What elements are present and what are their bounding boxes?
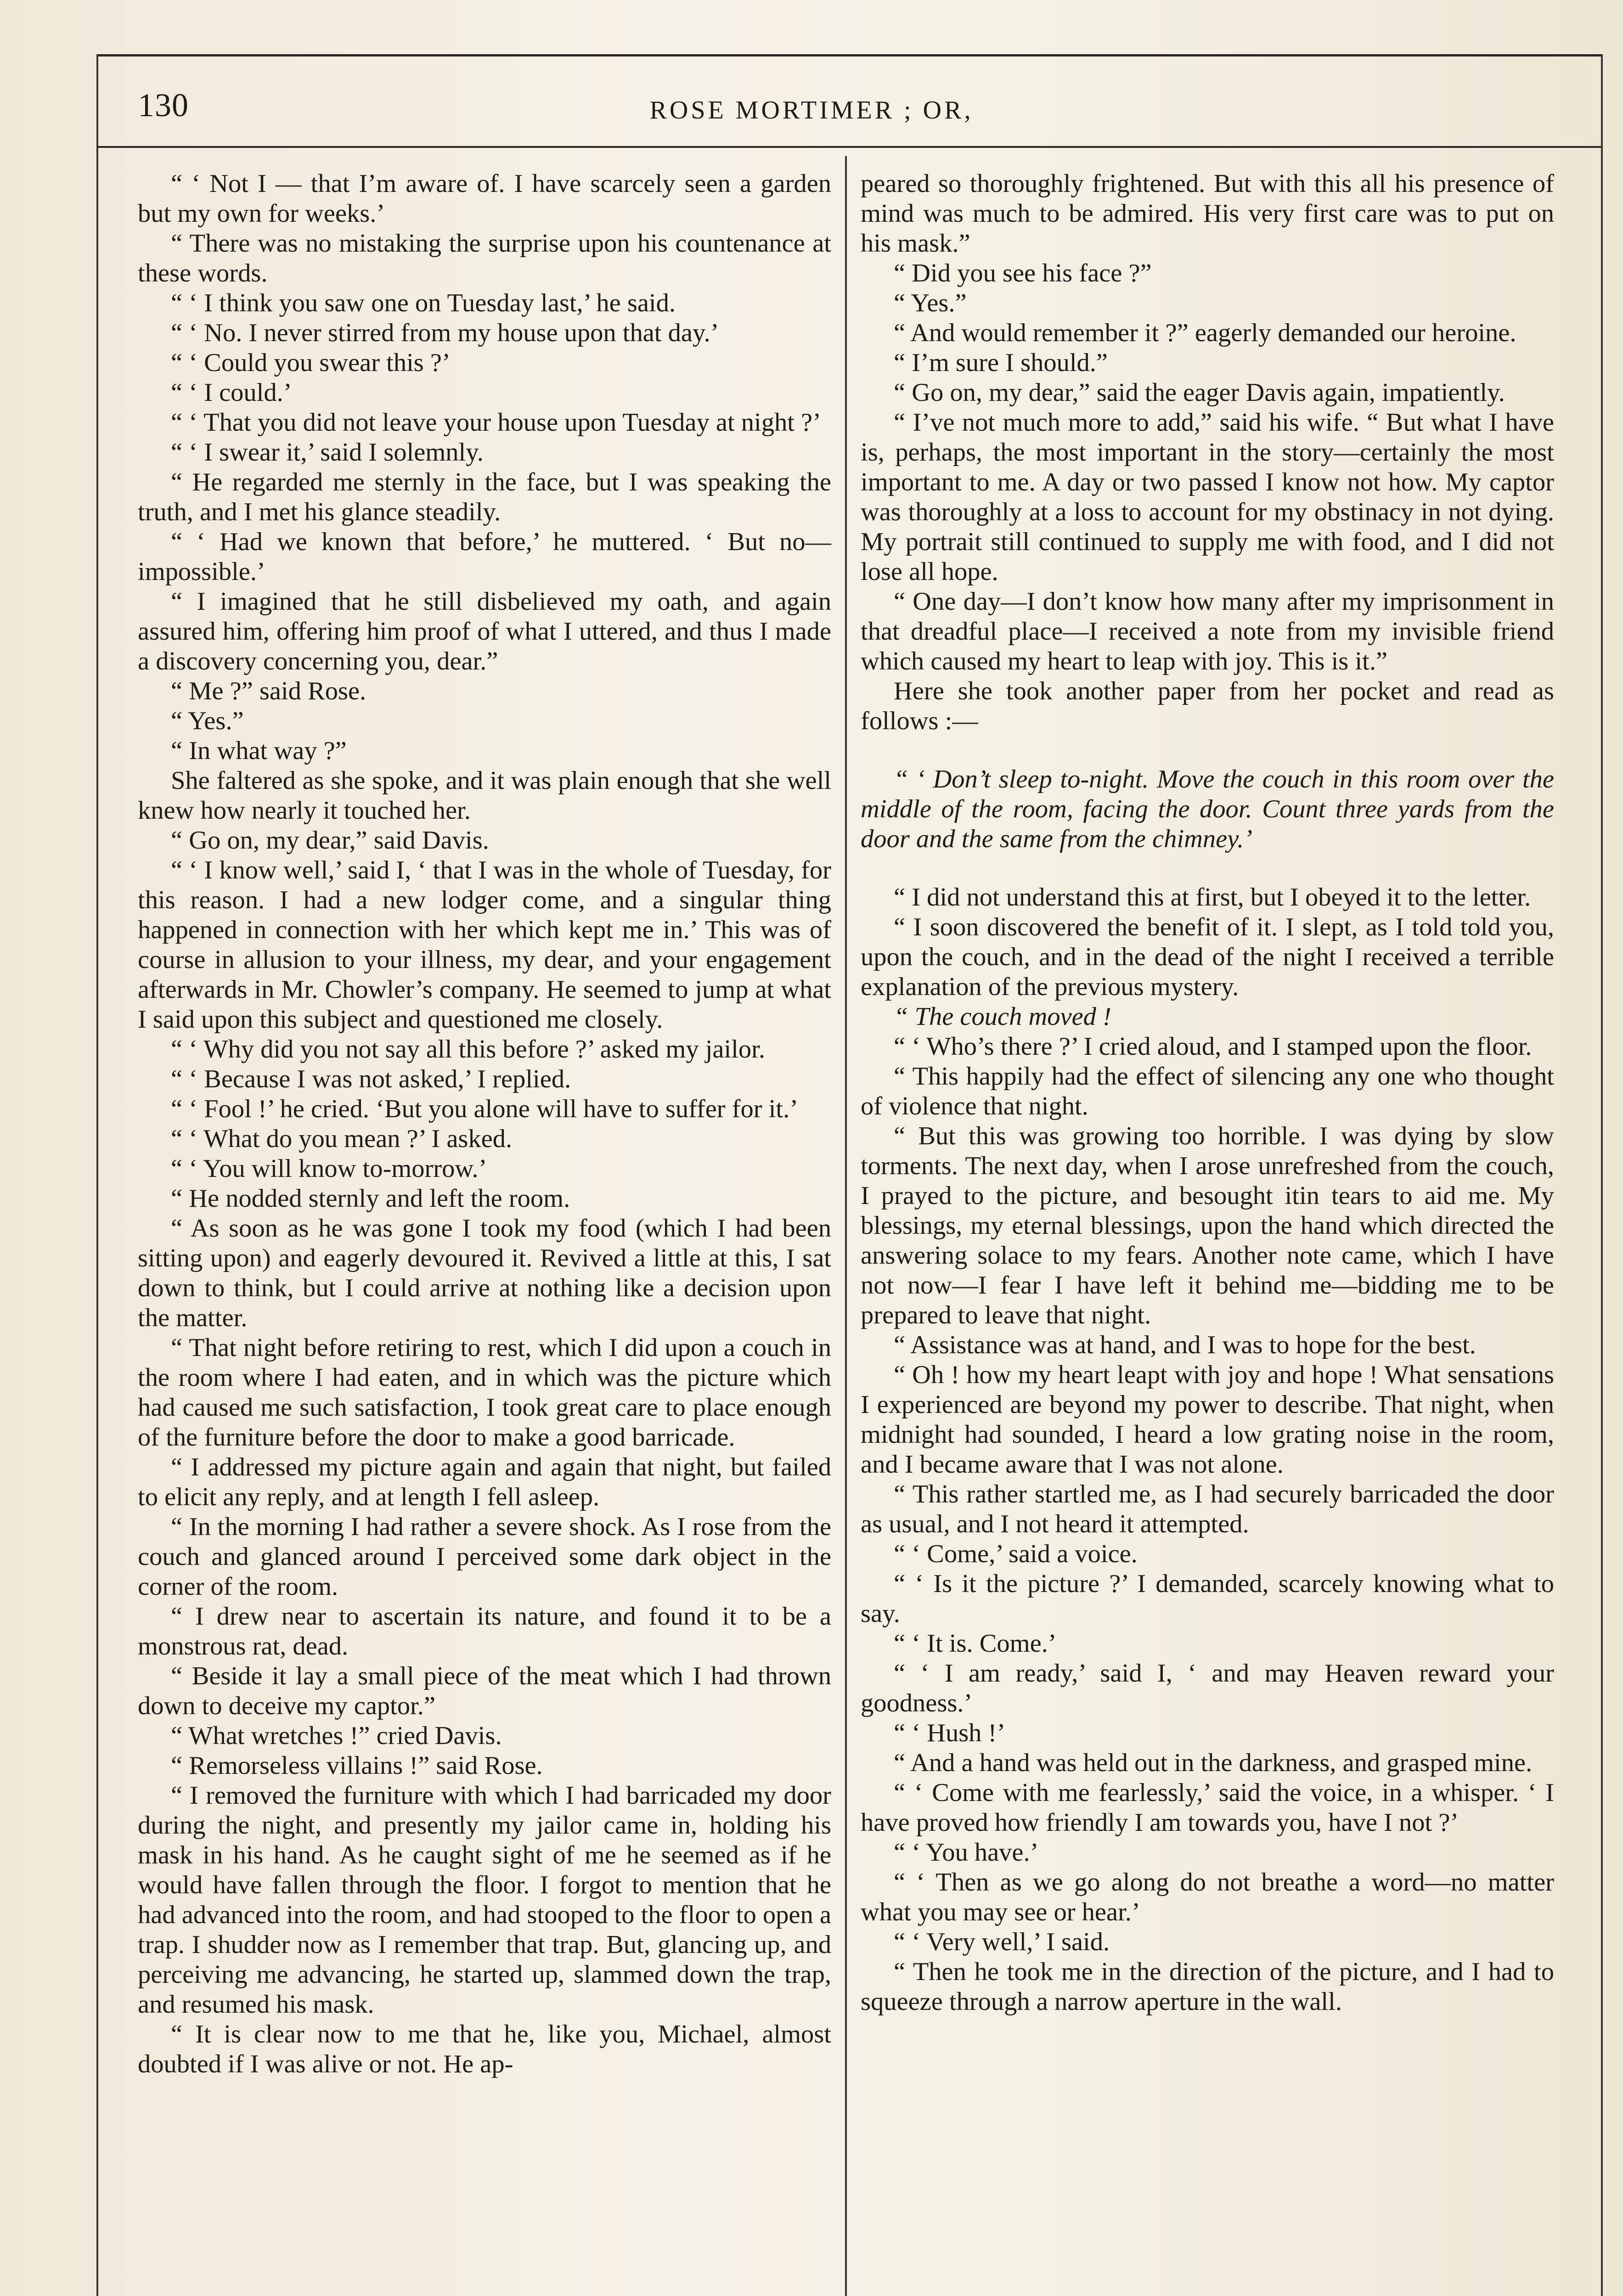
paragraph: “ In what way ?” (171, 737, 347, 765)
paragraph: She faltered as she spoke, and it was plain enough that she well knew how nearly it touched her. (138, 766, 831, 825)
paragraph: “ ‘ Who’s there ?’ I cried aloud, and I stamped upon the floor. (894, 1032, 1532, 1061)
right-column-text-after-note (861, 883, 1554, 2017)
paragraph: “ Me ?” said Rose. (171, 677, 366, 705)
paragraph: “ This happily had the effect of silencing any one who thought of violence that night. (861, 1062, 1554, 1120)
page-number: 130 (138, 87, 189, 124)
header-rule (96, 146, 1603, 148)
paragraph: “ He regarded me sternly in the face, but I was speaking the truth, and I met his glance steadily. (138, 468, 831, 526)
paragraph: “ Yes.” (894, 289, 967, 317)
paragraph: “ What wretches !” cried Davis. (171, 1722, 502, 1750)
paragraph: “ ‘ Fool !’ he cried. ‘But you alone will have to suffer for it.’ (171, 1095, 799, 1123)
note-text: “ ‘ Don’t sleep to-night. Move the couch in this room over the middle of the room, facing the door. Count three yards from the door and the same from the chimney.’ (861, 765, 1554, 853)
running-title: ROSE MORTIMER ; OR, (649, 96, 974, 124)
paragraph: “ ‘ No. I never stirred from my house upon that day.’ (171, 319, 719, 347)
paragraph: “ ‘ I am ready,’ said I, ‘ and may Heaven reward your goodness.’ (861, 1659, 1554, 1717)
paragraph: “ ‘ Then as we go along do not breathe a word—no matter what you may see or hear.’ (861, 1868, 1554, 1926)
right-column-text-before-note (861, 169, 1554, 736)
paragraph: “ Remorseless villains !” said Rose. (171, 1751, 543, 1780)
paragraph: “ ‘ Hush !’ (894, 1719, 1006, 1747)
paragraph: “ ‘ It is. Come.’ (894, 1629, 1057, 1658)
paragraph: “ ‘ I swear it,’ said I solemnly. (171, 438, 484, 467)
paragraph: “ And would remember it ?” eagerly demanded our heroine. (894, 319, 1516, 347)
paragraph: “ He nodded sternly and left the room. (171, 1184, 570, 1213)
paragraph: “ ‘ I think you saw one on Tuesday last,’ he said. (171, 289, 676, 317)
paragraph: “ I soon discovered the benefit of it. I slept, as I told told you, upon the couch, and in the dead of the night I received a terrible explanation of the previous mystery. (861, 913, 1554, 1001)
right-margin-rule (1601, 54, 1603, 2296)
paragraph: “ ‘ Could you swear this ?’ (171, 349, 451, 377)
paragraph: “ This rather startled me, as I had securely barricaded the door as usual, and I not heard it attempted. (861, 1480, 1554, 1538)
paragraph: “ ‘ Is it the picture ?’ I demanded, scarcely knowing what to say. (861, 1570, 1554, 1628)
paragraph: “ ‘ What do you mean ?’ I asked. (171, 1125, 513, 1153)
paragraph: “ But this was growing too horrible. I was dying by slow torments. The next day, when I arose unrefreshed from the couch, I prayed to the picture, and besought itin tears to aid me. My blessings, my eternal blessings, upon the hand which directed the answering solace to my fears. Another note came, which I have not now—I fear I have left it behind me—bidding me to be prepared to leave that night. (861, 1122, 1554, 1329)
top-border-rule (96, 54, 1603, 56)
paragraph: “ ‘ Had we known that before,’ he muttered. ‘ But no—impossible.’ (138, 528, 831, 586)
paragraph: “ ‘ Not I — that I’m aware of. I have scarcely seen a garden but my own for weeks.’ (138, 169, 831, 228)
paragraph: “ ‘ I know well,’ said I, ‘ that I was in the whole of Tuesday, for this reason. I had a new lodger come, and a singular thing happened in connection with her which kept me in.’ This was of course in allusion to your illness, my dear, and your engagement afterwards in Mr. Chowler’s company. He seemed to jump at what I said upon this subject and questioned me closely. (138, 856, 831, 1034)
paragraph: “ Yes.” (171, 707, 244, 735)
paragraph: “ ‘ I could.’ (171, 378, 292, 407)
paragraph: “ I drew near to ascertain its nature, and found it to be a monstrous rat, dead. (138, 1602, 831, 1660)
paragraph: “ ‘ Come,’ said a voice. (894, 1540, 1138, 1568)
paragraph: “ One day—I don’t know how many after my imprisonment in that dreadful place—I received a note from my invisible friend which caused my heart to leap with joy. This is it.” (861, 587, 1554, 675)
right-text-column (861, 169, 1554, 2017)
paragraph: “ Beside it lay a small piece of the meat which I had thrown down to deceive my captor.” (138, 1662, 831, 1720)
paragraph: peared so thoroughly frightened. But with this all his presence of mind was much to be admired. His very first care was to put on his mask.” (861, 169, 1554, 258)
paragraph: “ And a hand was held out in the darkness, and grasped mine. (894, 1749, 1533, 1777)
paragraph: “ I removed the furniture with which I had barricaded my door during the night, and presently my jailor came in, holding his mask in his hand. As he caught sight of me he seemed as if he would have fallen through the floor. I forgot to mention that he had advanced into the room, and had stooped to the floor to open a trap. I shudder now as I remember that trap. But, glancing up, and perceiving me advancing, he started up, slammed down the trap, and resumed his mask. (138, 1781, 831, 2019)
paragraph: “ I did not understand this at first, but I obeyed it to the letter. (894, 883, 1531, 912)
paragraph: “ I’ve not much more to add,” said his wife. “ But what I have is, perhaps, the most important in the story—certainly the most important to me. A day or two passed I know not how. My captor was thoroughly at a loss to account for my obstinacy in not dying. My portrait still continued to supply me with food, and I did not lose all hope. (861, 408, 1554, 586)
paragraph: “ ‘ You will know to-morrow.’ (171, 1154, 487, 1183)
paragraph: “ In the morning I had rather a severe shock. As I rose from the couch and glanced around I perceived some dark object in the corner of the room. (138, 1513, 831, 1601)
paragraph: “ ‘ Because I was not asked,’ I replied. (171, 1065, 571, 1093)
paragraph: “ I imagined that he still disbelieved my oath, and again assured him, offering him proof of what I uttered, and thus I made a discovery concerning you, dear.” (138, 587, 831, 675)
paragraph: “ Oh ! how my heart leapt with joy and hope ! What sensations I experienced are beyond my power to describe. That night, when midnight had sounded, I heard a low grating noise in the room, and I became aware that I was not alone. (861, 1361, 1554, 1479)
paragraph: “ Did you see his face ?” (894, 259, 1152, 287)
paragraph: “ There was no mistaking the surprise upon his countenance at these words. (138, 229, 831, 287)
column-divider (845, 156, 847, 2296)
paragraph: “ That night before retiring to rest, which I did upon a couch in the room where I had eaten, and in which was the picture which had caused me such satisfaction, I took great care to place enough of the furniture before the door to make a good barricade. (138, 1334, 831, 1452)
paragraph: “ The couch moved ! (894, 1002, 1111, 1031)
paragraph: “ ‘ Very well,’ I said. (894, 1928, 1110, 1956)
paragraph: Here she took another paper from her pocket and read as follows :— (861, 677, 1554, 735)
paragraph: “ It is clear now to me that he, like you, Michael, almost doubted if I was alive or not. He ap- (138, 2020, 831, 2078)
paragraph: “ ‘ That you did not leave your house upon Tuesday at night ?’ (171, 408, 821, 437)
paragraph: “ ‘ You have.’ (894, 1838, 1039, 1867)
paragraph: “ Then he took me in the direction of the picture, and I had to squeeze through a narrow aperture in the wall. (861, 1958, 1554, 2016)
paragraph: “ I addressed my picture again and again that night, but failed to elicit any reply, and at length I fell asleep. (138, 1453, 831, 1511)
paragraph: “ ‘ Why did you not say all this before ?’ asked my jailor. (171, 1035, 765, 1064)
paragraph: “ Go on, my dear,” said the eager Davis again, impatiently. (894, 378, 1505, 407)
paragraph: “ I’m sure I should.” (894, 349, 1108, 377)
left-margin-rule (96, 54, 98, 2296)
left-text-column (138, 169, 831, 2079)
paragraph: “ As soon as he was gone I took my food (which I had been sitting upon) and eagerly devoured it. Revived a little at this, I sat down to think, but I could arrive at nothing like a decision upon the matter. (138, 1214, 831, 1332)
paragraph: “ Assistance was at hand, and I was to hope for the best. (894, 1331, 1476, 1359)
paragraph: “ ‘ Come with me fearlessly,’ said the voice, in a whisper. ‘ I have proved how friendly I am towards you, have I not ?’ (861, 1778, 1554, 1837)
paragraph: “ Go on, my dear,” said Davis. (171, 826, 489, 855)
